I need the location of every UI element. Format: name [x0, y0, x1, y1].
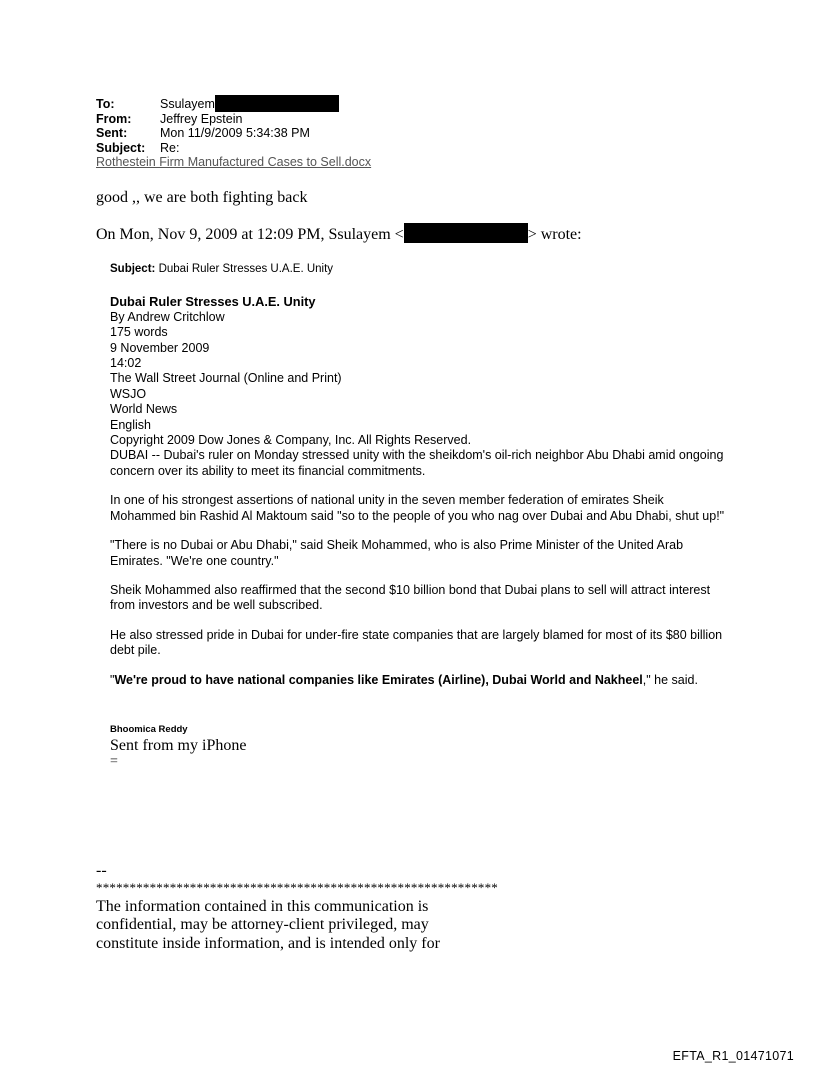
- email-header: [96, 97, 371, 170]
- footer-disclaimer: The information contained in this communication is confidential, may be attorney-client privileged, may constitute inside information, and is intended only for: [96, 897, 440, 952]
- article-word-count: 175 words: [110, 325, 168, 340]
- article-paragraph-6: [110, 673, 730, 688]
- document-id: EFTA_R1_01471071: [672, 1049, 794, 1063]
- quoted-intro: [96, 226, 582, 244]
- article-paragraph-4: Sheik Mohammed also reaffirmed that the second $10 billion bond that Dubai plans to sell will attract interest from investors and be well subscribed.: [110, 582, 711, 613]
- article-byline: By Andrew Critchlow: [110, 309, 225, 324]
- email-footer: [96, 862, 498, 953]
- sent-from-iphone: Sent from my iPhone: [110, 737, 247, 755]
- article-section: World News: [110, 402, 178, 417]
- subject-value: Re:: [160, 140, 180, 155]
- from-label: From:: [96, 111, 132, 126]
- sent-label: Sent:: [96, 126, 128, 141]
- article-headline: Dubai Ruler Stresses U.A.E. Unity: [110, 294, 316, 310]
- from-value: Jeffrey Epstein: [160, 111, 243, 126]
- subject-row: [96, 141, 371, 156]
- quote-close: ," he said.: [642, 672, 698, 687]
- sent-row: [96, 126, 371, 141]
- to-name: Ssulayem: [160, 97, 215, 111]
- footer-dashes: --: [96, 862, 107, 879]
- article-paragraph-5: He also stressed pride in Dubai for under-fire state companies that are largely blamed for most of its $80 billion debt pile.: [110, 627, 723, 658]
- to-row: [96, 97, 371, 112]
- attachment-link[interactable]: Rothestein Firm Manufactured Cases to Sell.docx: [96, 155, 372, 170]
- from-row: [96, 112, 371, 127]
- redaction-box: [215, 95, 339, 112]
- footer-stars: ************************************************************: [96, 879, 498, 895]
- article-language: English: [110, 417, 151, 432]
- quoted-subject-value: Dubai Ruler Stresses U.A.E. Unity: [158, 263, 334, 275]
- quoted-subject: [110, 262, 730, 277]
- to-value: [160, 97, 339, 112]
- article-paragraph-2: In one of his strongest assertions of national unity in the seven member federation of emirates Sheik Mohammed bin Rashid Al Maktoum said "so to the people of you who nag over Dubai and Abu Dhabi, shut up!": [110, 493, 725, 523]
- article-date: 9 November 2009: [110, 340, 210, 355]
- sent-value: Mon 11/9/2009 5:34:38 PM: [160, 126, 310, 141]
- quoted-subject-label: Subject:: [110, 263, 156, 275]
- subject-label: Subject:: [96, 140, 146, 155]
- redaction-box: [404, 223, 528, 243]
- bold-quote: We're proud to have national companies like Emirates (Airline), Dubai World and Nakheel: [114, 672, 643, 687]
- quoted-message: [110, 262, 730, 769]
- quoted-intro-before: On Mon, Nov 9, 2009 at 12:09 PM, Ssulayem <: [96, 226, 404, 243]
- article-paragraph-1: DUBAI -- Dubai's ruler on Monday stressed unity with the sheikdom's oil-rich neighbor Abu Dhabi amid ongoing concern over its ability to meet its financial commitments.: [110, 448, 724, 478]
- article-publication: The Wall Street Journal (Online and Print): [110, 371, 342, 386]
- article-time: 14:02: [110, 356, 142, 371]
- signature-name: Bhoomica Reddy: [110, 723, 188, 735]
- article-copyright: Copyright 2009 Dow Jones & Company, Inc. All Rights Reserved.: [110, 433, 472, 448]
- equals-sign: =: [110, 754, 118, 770]
- to-label: To:: [96, 97, 115, 111]
- article-paragraph-3: "There is no Dubai or Abu Dhabi," said Sheik Mohammed, who is also Prime Minister of the United Arab Emirates. "We're one country.": [110, 538, 684, 568]
- quote-open: ": [110, 672, 115, 687]
- quoted-intro-after: > wrote:: [527, 226, 582, 243]
- reply-text: good ,, we are both fighting back: [96, 189, 308, 206]
- article-code: WSJO: [110, 386, 147, 401]
